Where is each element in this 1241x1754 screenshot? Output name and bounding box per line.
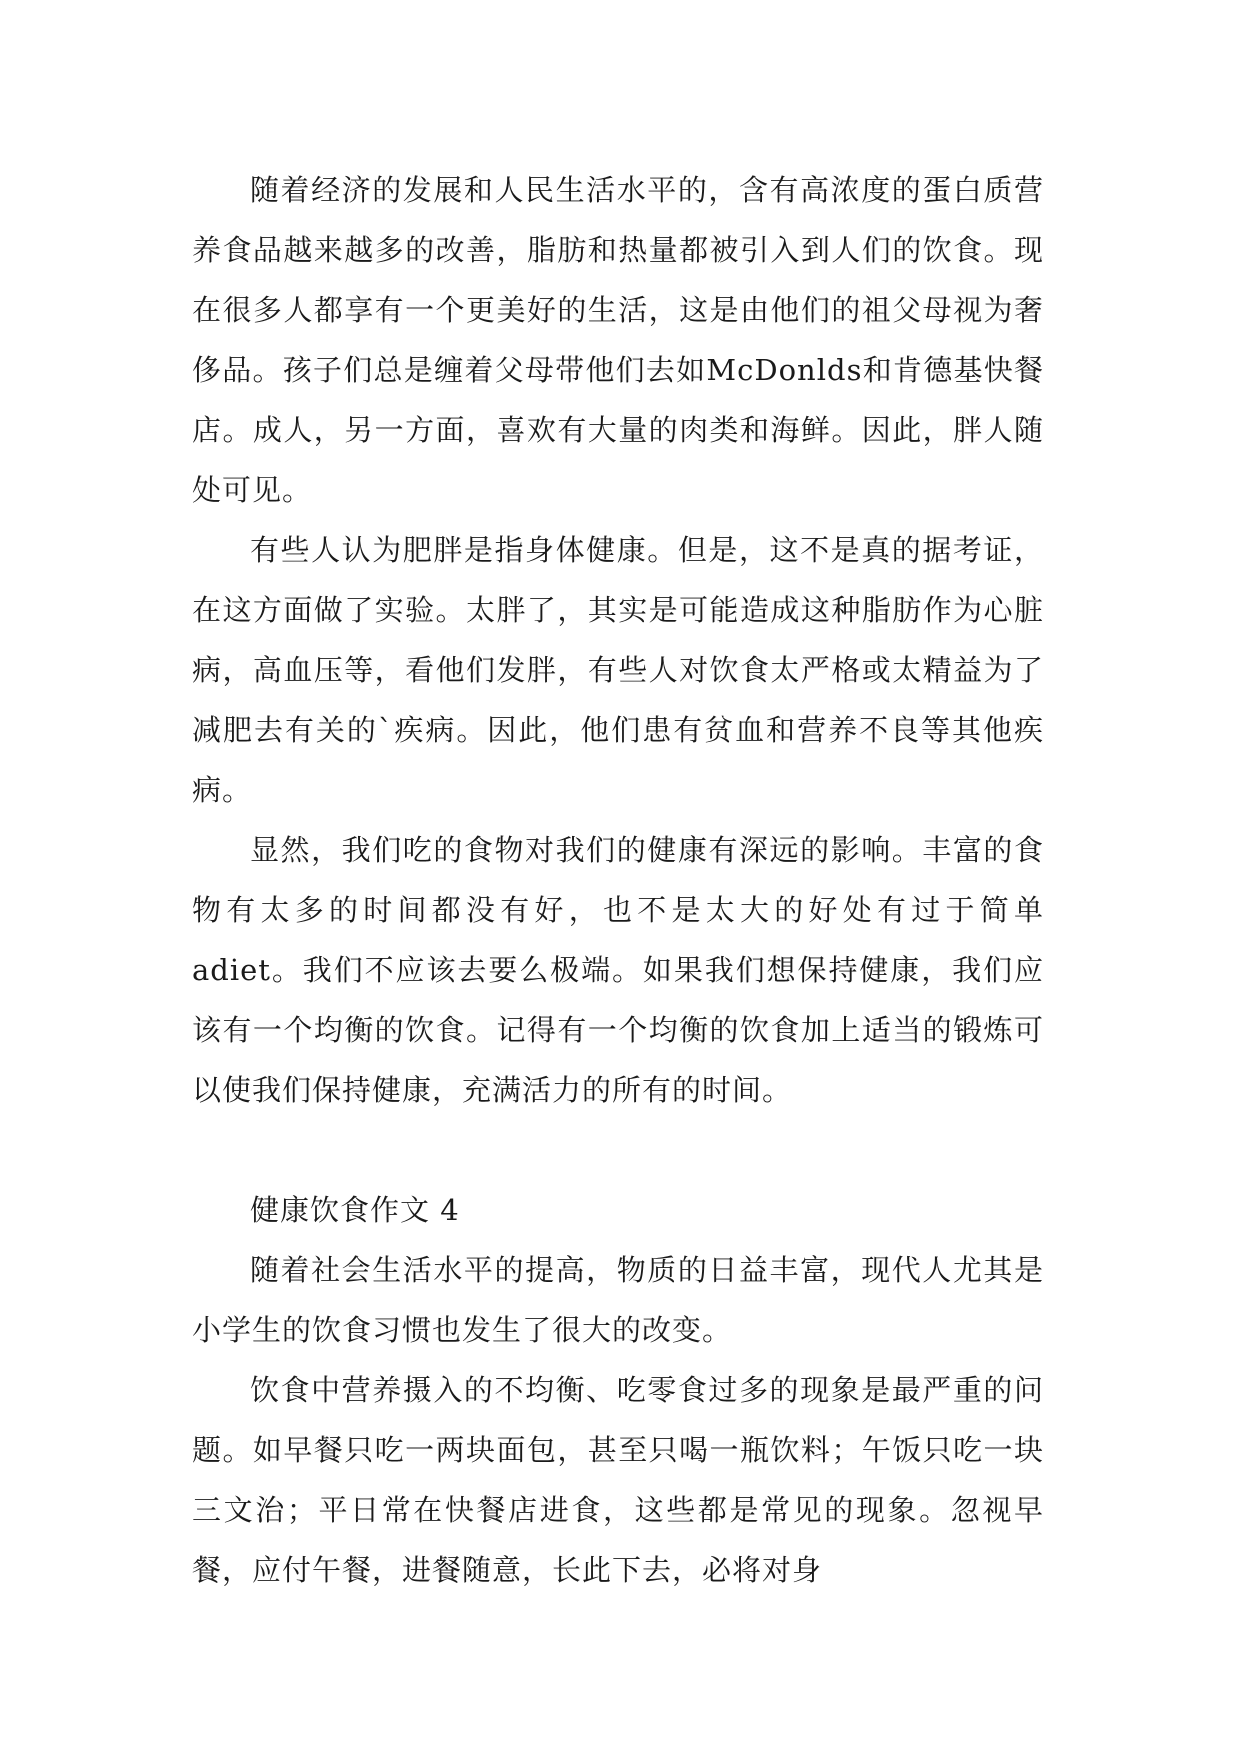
document-body <box>192 160 1044 1600</box>
section-paragraph-1: 随着社会生活水平的提高，物质的日益丰富，现代人尤其是小学生的饮食习惯也发生了很大的改变。 <box>192 1253 1044 1347</box>
paragraph-2: 有些人认为肥胖是指身体健康。但是，这不是真的据考证，在这方面做了实验。太胖了，其实是可能造成这种脂肪作为心脏病，高血压等，看他们发胖，有些人对饮食太严格或太精益为了减肥去有关的`疾病。因此，他们患有贫血和营养不良等其他疾病。 <box>192 533 1044 807</box>
paragraph-3: 显然，我们吃的食物对我们的健康有深远的影响。丰富的食物有太多的时间都没有好，也不是太大的好处有过于简单adiet。我们不应该去要么极端。如果我们想保持健康，我们应该有一个均衡的饮食。记得有一个均衡的饮食加上适当的锻炼可以使我们保持健康，充满活力的所有的时间。 <box>192 833 1044 1107</box>
paragraph-1: 随着经济的发展和人民生活水平的，含有高浓度的蛋白质营养食品越来越多的改善，脂肪和热量都被引入到人们的饮食。现在很多人都享有一个更美好的生活，这是由他们的祖父母视为奢侈品。孩子们总是缠着父母带他们去如McDonlds和肯德基快餐店。成人，另一方面，喜欢有大量的肉类和海鲜。因此，胖人随处可见。 <box>192 173 1044 507</box>
section-heading: 健康饮食作文 4 <box>250 1193 460 1227</box>
section-paragraph-2: 饮食中营养摄入的不均衡、吃零食过多的现象是最严重的问题。如早餐只吃一两块面包，甚至只喝一瓶饮料；午饭只吃一块三文治；平日常在快餐店进食，这些都是常见的现象。忽视早餐，应付午餐，进餐随意，长此下去，必将对身 <box>192 1373 1044 1587</box>
